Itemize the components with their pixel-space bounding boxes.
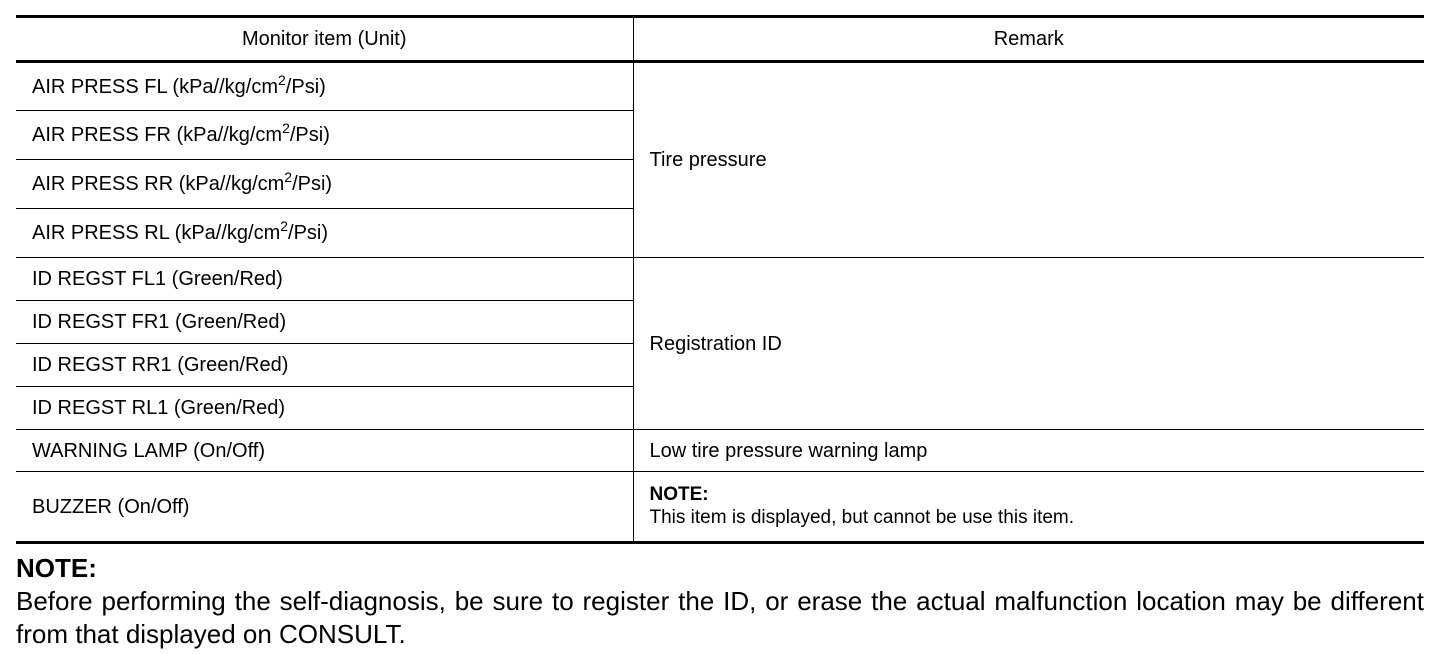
footer-note-text: Before performing the self-diagnosis, be sure to register the ID, or erase the actual malfunction location may be different from that displayed on CONSULT. <box>16 586 1424 649</box>
remark-note-title: NOTE: <box>649 483 709 505</box>
monitor-item-name: AIR PRESS FR <box>32 124 171 146</box>
monitor-item-cell <box>16 209 633 258</box>
header-remark: Remark <box>633 17 1424 62</box>
remark-cell: Tire pressure <box>633 62 1424 258</box>
unit-superscript: 2 <box>278 71 286 88</box>
monitor-item-cell: BUZZER (On/Off) <box>16 472 633 543</box>
table-row <box>16 430 1424 472</box>
footer-note <box>16 552 1424 651</box>
unit-superscript: 2 <box>284 169 293 185</box>
table-row <box>16 472 1424 543</box>
monitor-item-cell: ID REGST RL1 (Green/Red) <box>16 387 633 430</box>
unit-suffix: /Psi) <box>288 222 329 244</box>
unit-prefix: (kPa//kg/cm <box>178 173 285 195</box>
footer-note-title: NOTE: <box>16 553 97 583</box>
unit-prefix: (kPa//kg/cm <box>176 124 283 146</box>
remark-cell: Low tire pressure warning lamp <box>633 430 1424 472</box>
remark-note-text: This item is displayed, but cannot be use this item. <box>649 506 1075 528</box>
unit-suffix: /Psi) <box>285 75 326 98</box>
unit-superscript: 2 <box>282 120 290 136</box>
unit-suffix: /Psi) <box>289 124 330 146</box>
monitor-item-cell <box>16 111 633 160</box>
document <box>16 15 1424 651</box>
remark-cell: Registration ID <box>633 258 1424 430</box>
monitor-item-cell: ID REGST FL1 (Green/Red) <box>16 258 633 301</box>
unit-superscript: 2 <box>280 218 289 234</box>
monitor-item-table <box>16 15 1424 544</box>
table-row <box>16 258 1424 301</box>
monitor-item-cell <box>16 160 633 209</box>
unit-suffix: /Psi) <box>292 173 333 195</box>
header-monitor-item: Monitor item (Unit) <box>16 17 633 62</box>
unit-prefix: (kPa//kg/cm <box>172 75 278 98</box>
remark-cell <box>633 472 1424 543</box>
table-row <box>16 62 1424 111</box>
monitor-item-name: AIR PRESS FL <box>32 75 167 98</box>
monitor-item-name: AIR PRESS RL <box>32 222 170 244</box>
monitor-item-cell: ID REGST RR1 (Green/Red) <box>16 344 633 387</box>
table-header-row <box>16 17 1424 62</box>
monitor-item-cell: ID REGST FR1 (Green/Red) <box>16 301 633 344</box>
monitor-item-cell <box>16 62 633 111</box>
monitor-item-cell: WARNING LAMP (On/Off) <box>16 430 633 472</box>
unit-prefix: (kPa//kg/cm <box>174 222 281 244</box>
monitor-item-name: AIR PRESS RR <box>32 173 174 195</box>
